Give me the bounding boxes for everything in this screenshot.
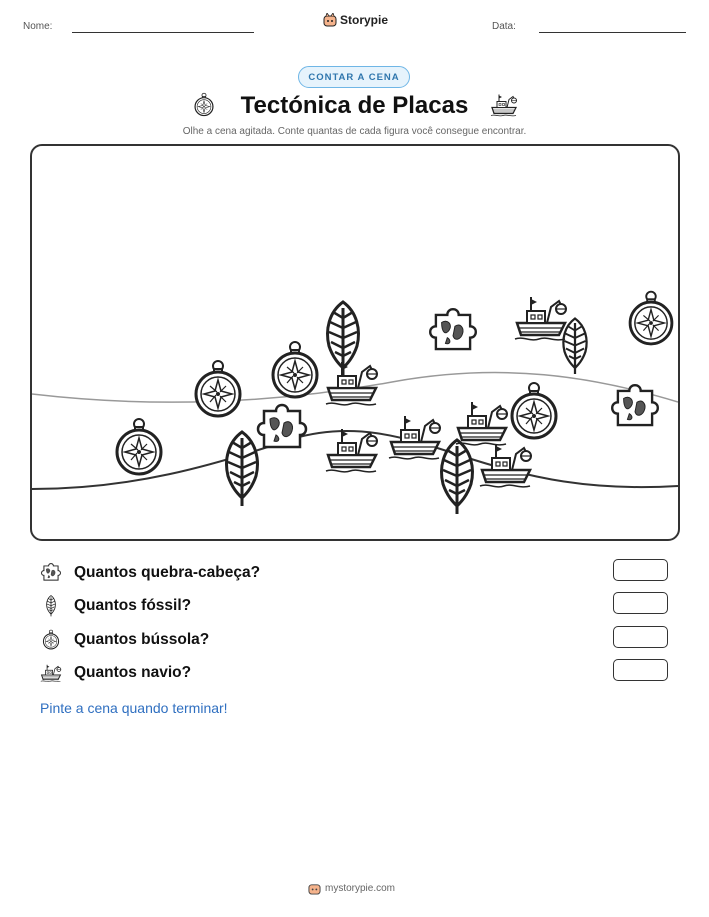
puzzle-globe-icon [258,405,306,447]
ship-icon [480,444,531,487]
fossil-leaf-icon [227,432,258,506]
answer-box-puzzle[interactable] [613,559,668,581]
answer-box-ship[interactable] [613,659,668,681]
date-label: Data: [492,21,516,32]
name-label: Nome: [23,21,53,32]
ship-icon [456,402,507,445]
answer-box-fossil[interactable] [613,592,668,614]
storypie-mascot-icon [323,13,337,27]
question-text: Quantos bússola? [74,631,210,648]
puzzle-globe-icon [612,385,658,425]
ship-icon [515,297,566,340]
compass-icon [512,383,556,438]
name-input-line[interactable] [72,32,254,33]
fossil-leaf-icon [442,440,473,514]
ship-icon [326,429,377,472]
compass-icon [196,361,240,416]
title-ship-icon [490,92,518,118]
brand-name: Storypie [340,13,389,27]
puzzle-globe-icon [430,309,476,349]
storypie-logo [323,13,388,27]
count-scene[interactable] [30,144,680,541]
compass-icon [117,419,161,474]
question-puzzle [40,561,260,585]
date-input-line[interactable] [539,32,686,33]
compass-icon [630,292,672,344]
question-ship [40,661,191,685]
instructions: Olhe a cena agitada. Conte quantas de cada figura você consegue encontrar. [182,126,527,137]
page-title: Tectónica de Placas [240,92,469,119]
question-compass [40,628,209,652]
compass-icon [273,342,317,397]
ship-icon [40,662,62,684]
compass-icon [40,629,62,651]
storypie-mascot-icon [308,882,321,895]
site-footer [308,882,395,895]
puzzle-globe-icon [40,562,62,584]
fossil-leaf-icon [40,595,62,617]
scene-illustration [32,146,678,539]
question-text: Quantos fóssil? [74,597,192,614]
question-text: Quantos quebra-cabeça? [74,564,261,581]
site-url: mystorypie.com [325,883,396,894]
activity-badge: CONTAR A CENA [298,66,410,88]
question-text: Quantos navio? [74,664,192,681]
footer-instruction: Pinte a cena quando terminar! [40,700,228,716]
answer-box-compass[interactable] [613,626,668,648]
fossil-leaf-icon [563,319,586,375]
question-fossil [40,594,191,618]
ship-icon [326,362,377,405]
